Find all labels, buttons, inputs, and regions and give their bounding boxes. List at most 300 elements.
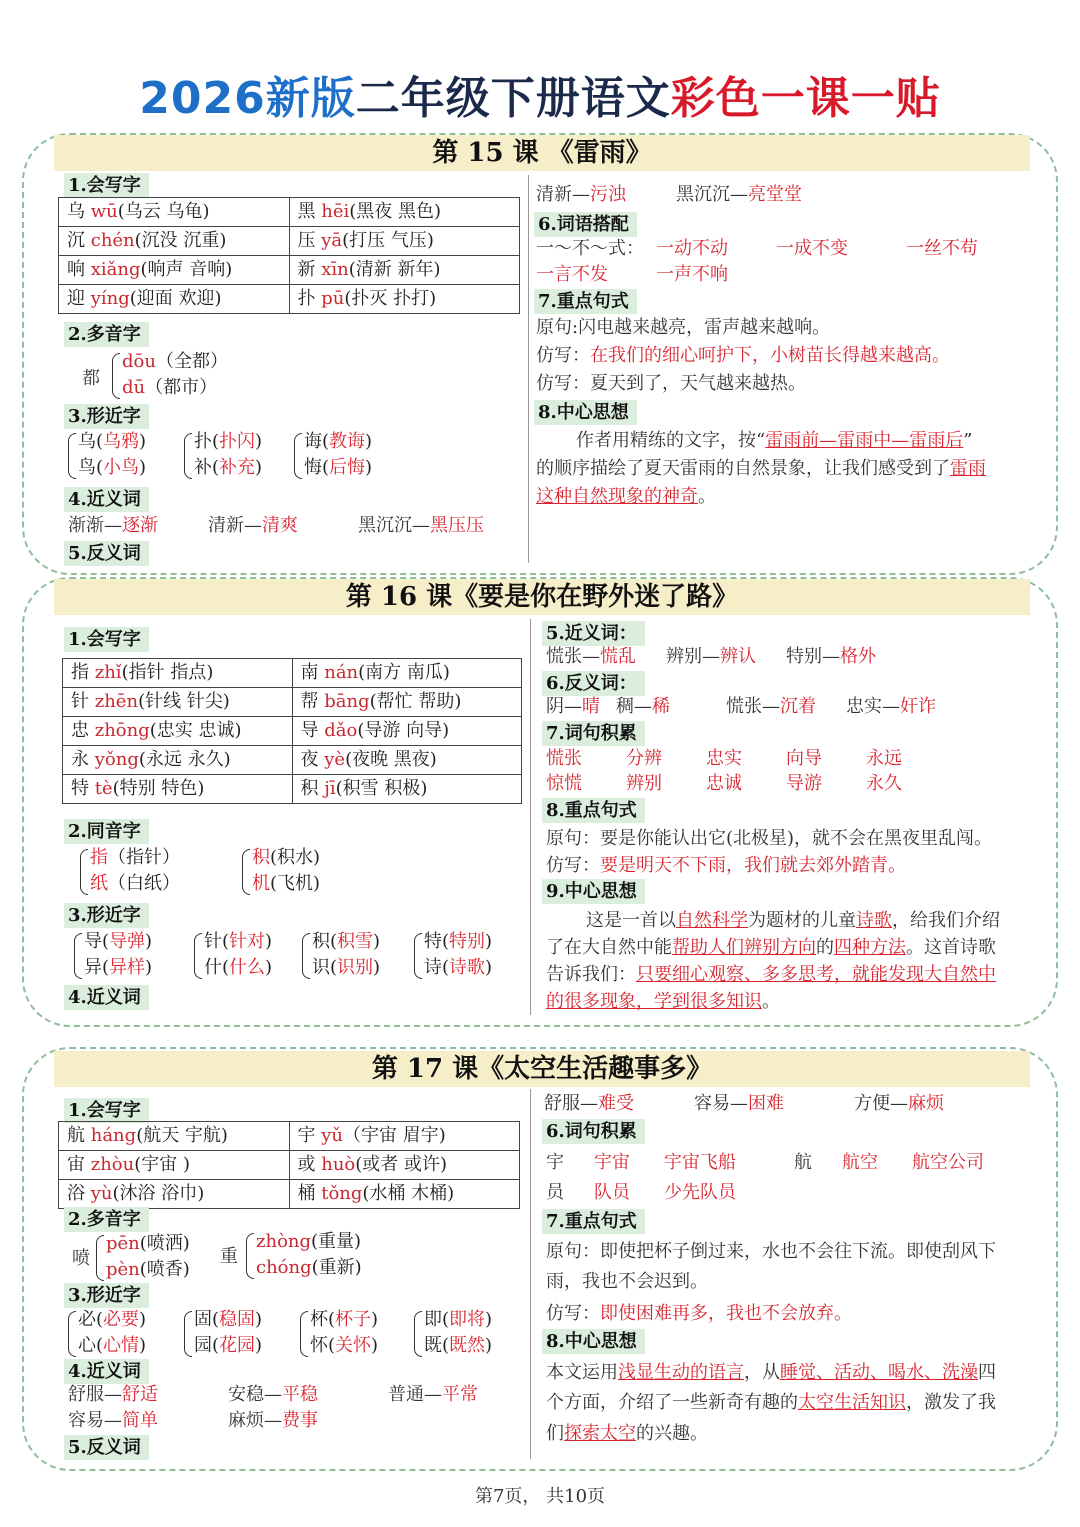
similar-char-group bbox=[414, 1307, 492, 1359]
char: 积 bbox=[300, 778, 325, 799]
char-cell bbox=[289, 1151, 520, 1180]
collocation: 一动不动 bbox=[656, 238, 728, 259]
paren: ) bbox=[485, 957, 493, 978]
imitation-sentence: 仿写：夏天到了，天气越来越热。 bbox=[536, 373, 806, 394]
character-table bbox=[62, 658, 522, 804]
char: 诲( bbox=[304, 431, 330, 452]
char-cell bbox=[63, 746, 293, 775]
pinyin: yíng bbox=[90, 288, 130, 309]
word: 慌乱 bbox=[600, 646, 636, 667]
words: (积雪 积极) bbox=[335, 778, 428, 799]
char: 永 bbox=[71, 749, 95, 770]
section-heading: 5.近义词： bbox=[542, 621, 645, 646]
word: 积雪 bbox=[337, 931, 374, 952]
char-cell bbox=[289, 256, 520, 285]
char: 桶 bbox=[297, 1183, 322, 1204]
char: 积( bbox=[312, 931, 338, 952]
paren: ) bbox=[145, 931, 153, 952]
char-cell bbox=[292, 746, 522, 775]
word: 平常 bbox=[442, 1384, 478, 1405]
word-pair bbox=[536, 183, 626, 207]
char: 悔( bbox=[304, 457, 330, 478]
central-idea: 的顺序描绘了夏天雷雨的自然景象，让我们感受到了雷雨 bbox=[536, 458, 986, 479]
word: 慌张— bbox=[546, 646, 600, 667]
words: （宇宙 眉宇) bbox=[343, 1125, 446, 1146]
word: 慌张 bbox=[546, 748, 582, 769]
word: 针对 bbox=[229, 931, 266, 952]
imitation-sentence: 仿写：要是明天不下雨，我们就去郊外踏青。 bbox=[546, 855, 906, 876]
word-pair bbox=[228, 1409, 318, 1433]
section-heading: 7.词句积累 bbox=[542, 721, 645, 746]
char: 黑 bbox=[297, 201, 322, 222]
word: 清新— bbox=[536, 184, 590, 205]
word: 特别 bbox=[449, 931, 486, 952]
similar-char-group bbox=[74, 929, 152, 981]
section-heading: 9.中心思想 bbox=[542, 879, 645, 904]
char-cell bbox=[59, 1180, 290, 1209]
pinyin: pēn bbox=[106, 1233, 140, 1254]
original-sentence: 雨，我也不会迟到。 bbox=[546, 1271, 708, 1292]
char: 什( bbox=[204, 957, 230, 978]
word: 少先队员 bbox=[664, 1182, 736, 1203]
words: (夜晚 黑夜) bbox=[345, 749, 437, 770]
original-sentence: 原句：要是你能认出它(北极星)，就不会在黑夜里乱闯。 bbox=[546, 828, 993, 849]
word: 黑压压 bbox=[430, 515, 484, 536]
central-idea: 告诉我们：只要细心观察、多多思考，就能发现大自然中 bbox=[546, 964, 996, 985]
words: (宇宙 ) bbox=[134, 1154, 191, 1175]
word: 关怀 bbox=[335, 1335, 372, 1356]
word: 稠— bbox=[616, 696, 652, 717]
section-heading: 1.会写字 bbox=[64, 1098, 149, 1123]
word: （白纸） bbox=[108, 873, 180, 894]
word: 清新— bbox=[208, 515, 262, 536]
word: 小鸟 bbox=[103, 457, 140, 478]
pinyin: zhōng bbox=[94, 720, 150, 741]
table-row bbox=[63, 688, 522, 717]
char: 怀( bbox=[310, 1335, 336, 1356]
words: (导游 向导) bbox=[357, 720, 450, 741]
word: 员 bbox=[546, 1182, 564, 1203]
pinyin: tè bbox=[94, 778, 113, 799]
table-row bbox=[63, 659, 522, 688]
similar-char-group bbox=[302, 929, 380, 981]
char: 即( bbox=[424, 1309, 450, 1330]
word: 扑闪 bbox=[219, 431, 256, 452]
char: 补( bbox=[194, 457, 220, 478]
word: 舒服— bbox=[544, 1093, 598, 1114]
pinyin: zhēn bbox=[94, 691, 139, 712]
word: 忠实— bbox=[846, 696, 900, 717]
char: 宇 bbox=[297, 1125, 322, 1146]
section-heading: 3.形近字 bbox=[64, 903, 149, 928]
original-sentence: 原句：即使把杯子倒过来，水也不会往下流。即使刮风下 bbox=[546, 1241, 996, 1262]
character-table bbox=[58, 1121, 520, 1209]
words: (航天 宇航) bbox=[136, 1125, 228, 1146]
section-heading: 7.重点句式 bbox=[542, 1209, 645, 1234]
char: 扑 bbox=[297, 288, 322, 309]
word: 心情 bbox=[103, 1335, 140, 1356]
paren: ) bbox=[265, 931, 273, 952]
word: 麻烦— bbox=[228, 1410, 282, 1431]
word-pair bbox=[846, 695, 936, 719]
homophone-group bbox=[242, 845, 320, 897]
paren: ) bbox=[255, 457, 263, 478]
words: (迎面 欢迎) bbox=[129, 288, 222, 309]
table-row bbox=[59, 285, 520, 314]
section-heading: 5.反义词 bbox=[64, 1435, 149, 1460]
char: 压 bbox=[297, 230, 322, 251]
char: 机 bbox=[252, 873, 270, 894]
word-pair bbox=[68, 1383, 158, 1407]
char: 异( bbox=[84, 957, 110, 978]
paren: ) bbox=[139, 1309, 147, 1330]
pinyin: wū bbox=[90, 201, 118, 222]
words: (南方 南瓜) bbox=[358, 662, 450, 683]
word: 忠实 bbox=[706, 748, 742, 769]
word: 困难 bbox=[748, 1093, 784, 1114]
word-pair bbox=[546, 645, 636, 669]
word: 辨别— bbox=[666, 646, 720, 667]
word: 奸诈 bbox=[900, 696, 936, 717]
words: (沐浴 浴巾) bbox=[112, 1183, 205, 1204]
section-heading: 6.词句积累 bbox=[542, 1119, 645, 1144]
word: 亮堂堂 bbox=[748, 184, 802, 205]
char-cell bbox=[292, 659, 522, 688]
word-pair bbox=[616, 695, 670, 719]
pinyin: yǒng bbox=[94, 749, 139, 770]
word-pair bbox=[228, 1383, 318, 1407]
char: 鸟( bbox=[78, 457, 104, 478]
word: 教诲 bbox=[329, 431, 366, 452]
char: 宙 bbox=[67, 1154, 91, 1175]
section-heading: 4.近义词 bbox=[64, 1359, 149, 1384]
pinyin: pū bbox=[321, 288, 345, 309]
char: 必( bbox=[78, 1309, 104, 1330]
char: 南 bbox=[300, 662, 325, 683]
word: 宇 bbox=[546, 1152, 564, 1173]
words: (扑灭 扑打) bbox=[344, 288, 437, 309]
polyphone-group bbox=[246, 1229, 362, 1281]
word: 黑沉沉— bbox=[676, 184, 748, 205]
table-row bbox=[59, 198, 520, 227]
character-table bbox=[58, 197, 520, 314]
word: 特别— bbox=[786, 646, 840, 667]
table-row bbox=[59, 1180, 520, 1209]
word: 既然 bbox=[449, 1335, 486, 1356]
char-cell bbox=[59, 285, 290, 314]
lesson-17-card bbox=[22, 1047, 1058, 1471]
pinyin: pèn bbox=[106, 1259, 140, 1280]
char: 特( bbox=[424, 931, 450, 952]
word: 麻烦 bbox=[908, 1093, 944, 1114]
word: 宇宙 bbox=[594, 1152, 630, 1173]
column-divider bbox=[528, 175, 529, 563]
word: 简单 bbox=[122, 1410, 158, 1431]
polyphone-char: 重 bbox=[220, 1246, 238, 1267]
central-idea: 这是一首以自然科学为题材的儿童诗歌，给我们介绍 bbox=[586, 910, 1000, 931]
central-idea: 这种自然现象的神奇。 bbox=[536, 486, 716, 507]
char: 积 bbox=[252, 847, 270, 868]
word: (喷洒) bbox=[139, 1233, 190, 1254]
char: 识( bbox=[312, 957, 338, 978]
word: 航 bbox=[794, 1152, 812, 1173]
word: 必要 bbox=[103, 1309, 140, 1330]
word: 识别 bbox=[337, 957, 374, 978]
section-heading: 2.同音字 bbox=[64, 819, 149, 844]
word-pair bbox=[694, 1092, 784, 1116]
char-cell bbox=[59, 198, 290, 227]
lesson-15-card bbox=[22, 133, 1058, 575]
page-number: 第7页， 共10页 bbox=[474, 1486, 606, 1507]
words: (或者 或许) bbox=[355, 1154, 448, 1175]
lesson-16-title: 第 16 课《要是你在野外迷了路》 bbox=[54, 579, 1030, 615]
word: 普通— bbox=[388, 1384, 442, 1405]
section-heading: 5.反义词 bbox=[64, 541, 149, 566]
imitation-sentence: 仿写：即使困难再多，我也不会放弃。 bbox=[546, 1303, 852, 1324]
word: （指针） bbox=[108, 847, 180, 868]
char: 沉 bbox=[67, 230, 91, 251]
pinyin: zhòng bbox=[256, 1231, 312, 1252]
page-title bbox=[0, 62, 1080, 126]
central-idea: 作者用精练的文字，按“雷雨前—雷雨中—雷雨后” bbox=[576, 430, 973, 451]
section-heading: 4.近义词 bbox=[64, 985, 149, 1010]
paren: ) bbox=[139, 431, 147, 452]
word: 惊慌 bbox=[546, 773, 582, 794]
char: 航 bbox=[67, 1125, 91, 1146]
char: 乌( bbox=[78, 431, 104, 452]
char: 指 bbox=[90, 847, 108, 868]
word: 忠诚 bbox=[706, 773, 742, 794]
word: 永远 bbox=[866, 748, 902, 769]
word: 费事 bbox=[282, 1410, 318, 1431]
original-sentence: 原句:闪电越来越亮，雷声越来越响。 bbox=[536, 317, 831, 338]
char: 园( bbox=[194, 1335, 220, 1356]
similar-char-group bbox=[294, 429, 372, 481]
words: (忠实 忠诚) bbox=[149, 720, 242, 741]
word: 队员 bbox=[594, 1182, 630, 1203]
section-heading: 8.中心思想 bbox=[534, 400, 637, 425]
collocation-lead: 一～不～式： bbox=[536, 238, 644, 259]
words: (永远 永久) bbox=[138, 749, 231, 770]
word: 方便— bbox=[854, 1093, 908, 1114]
table-row bbox=[59, 1151, 520, 1180]
pinyin: zhòu bbox=[90, 1154, 135, 1175]
similar-char-group bbox=[68, 1307, 146, 1359]
homophone-group bbox=[80, 845, 180, 897]
central-idea: 的很多现象，学到很多知识。 bbox=[546, 991, 780, 1012]
char-cell bbox=[289, 1122, 520, 1151]
pinyin: jī bbox=[324, 778, 336, 799]
word-pair bbox=[68, 514, 158, 538]
similar-char-group bbox=[184, 429, 262, 481]
word: 稀 bbox=[652, 696, 670, 717]
table-row bbox=[59, 227, 520, 256]
char: 乌 bbox=[67, 201, 91, 222]
paren: ) bbox=[139, 457, 147, 478]
word-pair bbox=[666, 645, 756, 669]
table-row bbox=[59, 256, 520, 285]
paren: ) bbox=[365, 457, 373, 478]
char-cell bbox=[292, 717, 522, 746]
word: 难受 bbox=[598, 1093, 634, 1114]
imitation-sentence: 仿写：在我们的细心呵护下，小树苗长得越来越高。 bbox=[536, 345, 950, 366]
pinyin: yǔ bbox=[321, 1125, 343, 1146]
collocation: 一丝不苟 bbox=[906, 238, 978, 259]
column-divider bbox=[530, 1089, 531, 1459]
central-idea: 们探索太空的兴趣。 bbox=[546, 1423, 708, 1444]
word: (积水) bbox=[270, 847, 321, 868]
central-idea: 本文运用浅显生动的语言，从睡觉、活动、喝水、洗澡四 bbox=[546, 1362, 996, 1383]
title-year: 2026新版 bbox=[139, 73, 356, 124]
word: 花园 bbox=[219, 1335, 256, 1356]
char: 扑( bbox=[194, 431, 220, 452]
word: 晴 bbox=[582, 696, 600, 717]
word: 导弹 bbox=[109, 931, 146, 952]
word: 沉着 bbox=[780, 696, 816, 717]
similar-char-group bbox=[414, 929, 492, 981]
words: (清新 新年) bbox=[348, 259, 441, 280]
char-cell bbox=[292, 688, 522, 717]
word-pair bbox=[676, 183, 802, 207]
paren: ) bbox=[255, 1309, 263, 1330]
char: 纸 bbox=[90, 873, 108, 894]
paren: ) bbox=[371, 1309, 379, 1330]
word: 异样 bbox=[109, 957, 146, 978]
words: (乌云 乌龟) bbox=[117, 201, 210, 222]
words: (打压 气压) bbox=[342, 230, 434, 251]
pinyin: hēi bbox=[321, 201, 350, 222]
section-heading: 3.形近字 bbox=[64, 404, 149, 429]
word: (重新) bbox=[311, 1257, 362, 1278]
pinyin: tǒng bbox=[321, 1183, 363, 1204]
section-heading: 2.多音字 bbox=[64, 322, 149, 347]
pinyin: xīn bbox=[321, 259, 349, 280]
paren: ) bbox=[485, 1335, 493, 1356]
paren: ) bbox=[373, 957, 381, 978]
char: 浴 bbox=[67, 1183, 91, 1204]
word: 什么 bbox=[229, 957, 266, 978]
word: 补充 bbox=[219, 457, 256, 478]
word: 格外 bbox=[840, 646, 876, 667]
char-cell bbox=[289, 1180, 520, 1209]
char: 特 bbox=[71, 778, 95, 799]
word: 清爽 bbox=[262, 515, 298, 536]
char: 或 bbox=[297, 1154, 322, 1175]
char-cell bbox=[63, 717, 293, 746]
word: (重量) bbox=[311, 1231, 362, 1252]
section-heading: 6.反义词： bbox=[542, 671, 645, 696]
words: (黑夜 黑色) bbox=[349, 201, 442, 222]
pinyin: chóng bbox=[256, 1257, 312, 1278]
word: 黑沉沉— bbox=[358, 515, 430, 536]
pinyin: yù bbox=[90, 1183, 113, 1204]
section-heading: 7.重点句式 bbox=[534, 289, 637, 314]
char: 导( bbox=[84, 931, 110, 952]
section-heading: 8.重点句式 bbox=[542, 798, 645, 823]
section-heading: 6.词语搭配 bbox=[534, 212, 637, 237]
word: 诗歌 bbox=[449, 957, 486, 978]
word: 后悔 bbox=[329, 457, 366, 478]
char: 心( bbox=[78, 1335, 104, 1356]
words: (沉没 沉重) bbox=[134, 230, 227, 251]
char-cell bbox=[289, 198, 520, 227]
pinyin: chén bbox=[90, 230, 135, 251]
lesson-15-title: 第 15 课 《雷雨》 bbox=[54, 135, 1030, 171]
word: 阴— bbox=[546, 696, 582, 717]
polyphone-char: 都 bbox=[82, 368, 100, 389]
char: 固( bbox=[194, 1309, 220, 1330]
table-row bbox=[63, 717, 522, 746]
word: 污浊 bbox=[590, 184, 626, 205]
word-pair bbox=[546, 695, 600, 719]
word: 平稳 bbox=[282, 1384, 318, 1405]
paren: ) bbox=[371, 1335, 379, 1356]
pinyin: dǎo bbox=[324, 720, 358, 741]
paren: ) bbox=[365, 431, 373, 452]
paren: ) bbox=[139, 1335, 147, 1356]
collocation: 一声不响 bbox=[656, 264, 728, 285]
word: 分辨 bbox=[626, 748, 662, 769]
char-cell bbox=[289, 285, 520, 314]
section-heading: 3.形近字 bbox=[64, 1283, 149, 1308]
pinyin: háng bbox=[90, 1125, 137, 1146]
polyphone-group: dōu（全都） dū（都市） bbox=[112, 349, 228, 401]
paren: ) bbox=[485, 931, 493, 952]
word-pair bbox=[544, 1092, 634, 1116]
section-heading: 1.会写字 bbox=[64, 173, 149, 198]
char-cell bbox=[59, 256, 290, 285]
similar-char-group bbox=[194, 929, 272, 981]
word: 渐渐— bbox=[68, 515, 122, 536]
paren: ) bbox=[373, 931, 381, 952]
collocation: 一言不发 bbox=[536, 264, 608, 285]
paren: ) bbox=[145, 957, 153, 978]
char-cell bbox=[59, 1151, 290, 1180]
word-pair bbox=[786, 645, 876, 669]
char: 响 bbox=[67, 259, 91, 280]
char: 忠 bbox=[71, 720, 95, 741]
polyphone-char: 喷 bbox=[72, 1248, 90, 1269]
char: 迎 bbox=[67, 288, 91, 309]
char: 既( bbox=[424, 1335, 450, 1356]
similar-char-group bbox=[300, 1307, 378, 1359]
words: (针线 针尖) bbox=[138, 691, 230, 712]
pinyin: nán bbox=[324, 662, 359, 683]
table-row bbox=[63, 746, 522, 775]
paren: ) bbox=[255, 431, 263, 452]
word-pair bbox=[388, 1383, 478, 1407]
title-highlight: 彩色一课一贴 bbox=[670, 73, 941, 124]
char: 针( bbox=[204, 931, 230, 952]
word: 稳固 bbox=[219, 1309, 256, 1330]
pinyin: zhǐ bbox=[94, 662, 122, 683]
word: 容易— bbox=[68, 1410, 122, 1431]
char-cell bbox=[59, 227, 290, 256]
section-heading: 4.近义词 bbox=[64, 487, 149, 512]
collocation: 一成不变 bbox=[776, 238, 848, 259]
char-cell bbox=[63, 659, 293, 688]
word: 航空公司 bbox=[912, 1152, 984, 1173]
section-heading: 2.多音字 bbox=[64, 1207, 149, 1232]
polyphone-group bbox=[96, 1231, 190, 1283]
paren: ) bbox=[485, 1309, 493, 1330]
word: 逐渐 bbox=[122, 515, 158, 536]
word-pair bbox=[208, 514, 298, 538]
char: 针 bbox=[71, 691, 95, 712]
word: (飞机) bbox=[270, 873, 321, 894]
column-divider bbox=[530, 619, 531, 1015]
char: 指 bbox=[71, 662, 95, 683]
